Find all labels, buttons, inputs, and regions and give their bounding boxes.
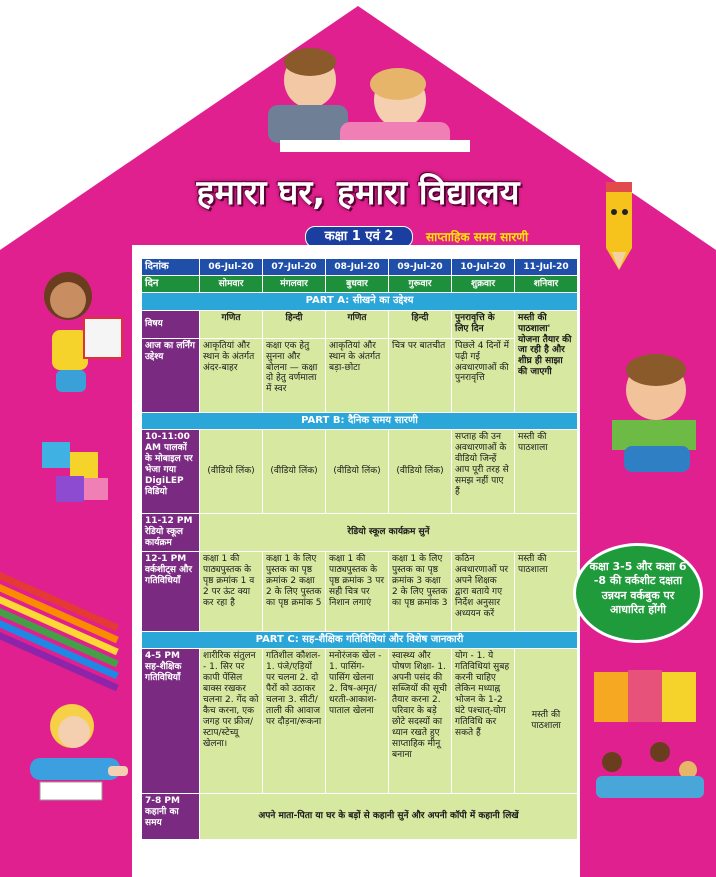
video-link-cell: (वीडियो लिंक) [326,429,389,513]
subject-label: विषय [142,310,200,338]
subject-cell: गणित [326,310,389,338]
date-label: दिनांक [142,259,200,276]
worksheet-row [142,551,578,631]
video-link-cell: (वीडियो लिंक) [389,429,452,513]
coactivity-cell: मनोरंजक खेल - 1. पासिंग-पासिंग खेलना 2. विष-अमृत/धरती-आकाश-पाताल खेलना [326,648,389,793]
coactivity-cell: शारीरिक संतुलन - 1. सिर पर कापी पेंसिल बाक्स रखकर चलना 2. गेंद को कैच करना, एक जगह पर फ्रीज/स्टाप/स्टेच्यू खेलना। [200,648,263,793]
date-cell: 08-Jul-20 [326,259,389,276]
story-row [142,793,578,839]
part-a-row [142,293,578,310]
objective-label: आज का लर्निंग उद्देश्य [142,338,200,412]
worksheet-cell: कक्षा 1 के लिए पुस्तक का पृष्ठ क्रमांक 2 कक्षा 2 के लिए पुस्तक का पृष्ठ क्रमांक 5 [263,551,326,631]
video-review-cell: सप्ताह की उन अवधारणाओं के वीडियो जिन्हें आप पूरी तरह से समझ नहीं पाए हैं [452,429,515,513]
day-cell: बुधवार [326,276,389,293]
objective-cell: आकृतियां और स्थान के अंतर्गत अंदर-बाहर [200,338,263,412]
date-cell: 11-Jul-20 [515,259,578,276]
day-cell: शुक्रवार [452,276,515,293]
date-cell: 09-Jul-20 [389,259,452,276]
workbooks-icon [594,670,696,722]
part-c-row [142,631,578,648]
part-a-header: PART A: सीखने का उद्देश्य [142,293,578,310]
radio-cell: रेडियो स्कूल कार्यक्रम सुनें [200,513,578,551]
coactivity-cell: योग - 1. ये गतिविधियां सुबह करनी चाहिए लेकिन मध्याह्न भोजन के 1-2 घंटे पश्चात्-योग गतिविधि कर सकते हैं [452,648,515,793]
workbook-note-badge: कक्षा 3-5 और कक्षा 6 -8 की वर्कशीट दक्षता उन्नयन वर्कबुक पर आधारित होंगी [573,543,703,643]
coactivity-cell: स्वास्थ्य और पोषण शिक्षा- 1. अपनी पसंद की सब्जियों की सूची तैयार करना 2. परिवार के बड़े छोटे सदस्यों का ध्यान रखते हुए साप्ताहिक मीनू बनाना [389,648,452,793]
objective-cell: आकृतियां और स्थान के अंतर्गत बड़ा-छोटा [326,338,389,412]
subject-cell: हिन्दी [263,310,326,338]
day-row [142,276,578,293]
part-b-row [142,412,578,429]
date-cell: 07-Jul-20 [263,259,326,276]
coactivity-row [142,648,578,793]
day-cell: शनिवार [515,276,578,293]
worksheet-cell: कक्षा 1 के लिए पुस्तक का पृष्ठ क्रमांक 3 कक्षा 2 के लिए पुस्तक का पृष्ठ क्रमांक 3 [389,551,452,631]
video-label: 10-11:00 AM पालकों के मोबाइल पर भेजा गया DigiLEP विडियो [142,429,200,513]
poster-subtitle: साप्ताहिक समय सारणी [426,230,529,244]
radio-row [142,513,578,551]
coactivity-cell: गतिशील कौशल- 1. पंजे/एड़ियों पर चलना 2. दो पैरों को उठाकर चलना 3. सीटी/ताली की आवाज पर दौड़ना/रूकना [263,648,326,793]
video-link-cell: (वीडियो लिंक) [263,429,326,513]
date-row [142,259,578,276]
worksheet-cell: मस्ती की पाठशाला [515,551,578,631]
day-cell: सोमवार [200,276,263,293]
subject-cell: गणित [200,310,263,338]
story-cell: अपने माता-पिता या घर के बड़ों से कहानी सुनें और अपनी कॉपी में कहानी लिखें [200,793,578,839]
radio-label: 11-12 PM रेडियो स्कूल कार्यक्रम [142,513,200,551]
worksheet-cell: कक्षा 1 की पाठ्यपुस्तक के पृष्ठ क्रमांक 3 पर सही चित्र पर निशान लगाएं [326,551,389,631]
weekly-schedule-table [141,258,578,840]
coactivity-cell: मस्ती की पाठशाला [515,648,578,793]
objective-row [142,338,578,412]
day-label: दिन [142,276,200,293]
worksheet-cell: कक्षा 1 की पाठ्यपुस्तक के पृष्ठ क्रमांक 1 व 2 पर ऊंट क्या कर रहा है [200,551,263,631]
class-badge: कक्षा 1 एवं 2 [305,226,413,248]
part-c-header: PART C: सह-शैक्षिक गतिविधियां और विशेष जानकारी [142,631,578,648]
subject-row [142,310,578,338]
day-cell: मंगलवार [263,276,326,293]
video-link-cell: (वीडियो लिंक) [200,429,263,513]
story-label: 7-8 PM कहानी का समय [142,793,200,839]
subject-cell-fun-school: मस्ती की पाठशाला' योजना तैयार की जा रही है और शीघ्र ही साझा की जाएगी [515,310,578,412]
worksheet-label: 12-1 PM वर्कशीट्स और गतिविधियाँ [142,551,200,631]
video-fun-school-cell: मस्ती की पाठशाला [515,429,578,513]
day-cell: गुरूवार [389,276,452,293]
part-b-header: PART B: दैनिक समय सारणी [142,412,578,429]
subject-cell: पुनरावृत्ति के लिए दिन [452,310,515,338]
poster-title: हमारा घर, हमारा विद्यालय [196,173,520,213]
video-row [142,429,578,513]
worksheet-cell: कठिन अवधारणाओं पर अपने शिक्षक द्वारा बताये गए निर्देश अनुसार अध्ययन करें [452,551,515,631]
subject-cell: हिन्दी [389,310,452,338]
objective-cell: पिछले 4 दिनों में पढ़ी गई अवधारणाओं की पुनरावृत्ति [452,338,515,412]
coactivity-label: 4-5 PM सह-शैक्षिक गतिविधियाँ [142,648,200,793]
date-cell: 06-Jul-20 [200,259,263,276]
objective-cell: कक्षा एक हेतु सुनना और बोलना — कक्षा दो हेतु वर्णमाला में स्वर [263,338,326,412]
objective-cell: चित्र पर बातचीत [389,338,452,412]
date-cell: 10-Jul-20 [452,259,515,276]
